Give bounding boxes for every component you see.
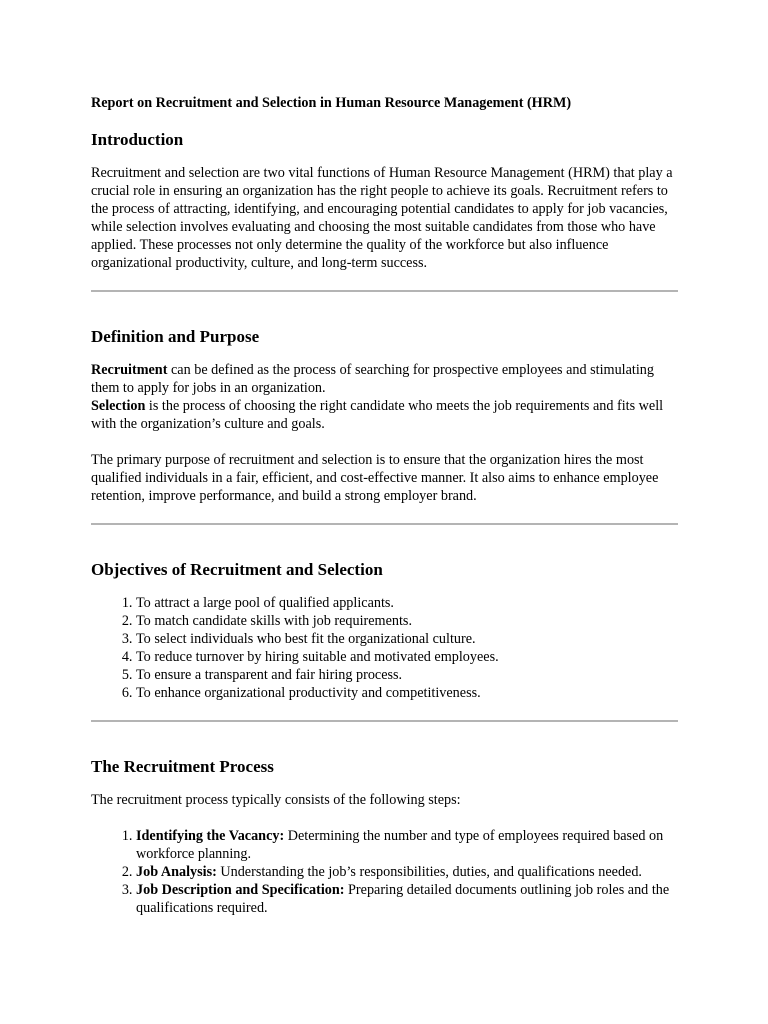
recruitment-definition bbox=[91, 361, 681, 397]
definition-heading: Definition and Purpose bbox=[91, 327, 260, 346]
document-content bbox=[91, 94, 681, 917]
step-term: Job Description and Specification: bbox=[136, 882, 345, 898]
recruitment-steps-list bbox=[91, 827, 681, 917]
list-item: 2. To match candidate skills with job requirements. bbox=[136, 612, 681, 630]
section-divider bbox=[91, 290, 678, 292]
selection-definition-text: is the process of choosing the right candidate who meets the job requirements and fits well with the organization’s culture and goals. bbox=[91, 398, 664, 432]
recruitment-definition-text: can be defined as the process of searching for prospective employees and stimulating them to apply for jobs in an organization. bbox=[91, 362, 654, 396]
step-text: Preparing detailed documents outlining job roles and the qualifications required. bbox=[136, 882, 670, 916]
step-term: Identifying the Vacancy: bbox=[136, 828, 285, 844]
list-item: 3. To select individuals who best fit the organizational culture. bbox=[136, 630, 681, 648]
list-item: 6. To enhance organizational productivity and competitiveness. bbox=[136, 684, 681, 702]
list-item: 5. To ensure a transparent and fair hiring process. bbox=[136, 666, 681, 684]
introduction-heading: Introduction bbox=[91, 130, 184, 149]
selection-definition bbox=[91, 397, 681, 433]
objectives-list bbox=[91, 594, 681, 702]
step-text: Determining the number and type of employees required based on workforce planning. bbox=[136, 828, 664, 862]
recruitment-process-heading: The Recruitment Process bbox=[91, 757, 274, 776]
recruitment-process-intro: The recruitment process typically consists of the following steps: bbox=[91, 792, 461, 808]
list-item bbox=[136, 827, 681, 863]
section-divider bbox=[91, 720, 678, 722]
section-divider bbox=[91, 523, 678, 525]
report-title: Report on Recruitment and Selection in Human Resource Management (HRM) bbox=[91, 95, 572, 111]
objectives-heading: Objectives of Recruitment and Selection bbox=[91, 560, 383, 579]
list-item: 4. To reduce turnover by hiring suitable and motivated employees. bbox=[136, 648, 681, 666]
list-item: 1. To attract a large pool of qualified applicants. bbox=[136, 594, 681, 612]
purpose-paragraph: The primary purpose of recruitment and selection is to ensure that the organization hires the most qualified individuals in a fair, efficient, and cost-effective manner. It also aims to enhance employee retention, improve performance, and build a strong employer brand. bbox=[91, 452, 659, 504]
step-term: Job Analysis: bbox=[136, 864, 217, 880]
step-text: Understanding the job’s responsibilities, duties, and qualifications needed. bbox=[216, 864, 642, 880]
recruitment-term: Recruitment bbox=[91, 362, 168, 378]
introduction-paragraph: Recruitment and selection are two vital functions of Human Resource Management (HRM) that play a crucial role in ensuring an organization has the right people to achieve its goals. Recruitment refers to the process of attracting, identifying, and encouraging potential candidates to apply for job vacancies, while selection involves evaluating and choosing the most suitable candidates from those who have applied. These processes not only determine the quality of the workforce but also influence organizational productivity, culture, and long-term success. bbox=[91, 165, 673, 271]
selection-term: Selection bbox=[91, 398, 146, 414]
list-item bbox=[136, 863, 681, 881]
list-item bbox=[136, 881, 681, 917]
